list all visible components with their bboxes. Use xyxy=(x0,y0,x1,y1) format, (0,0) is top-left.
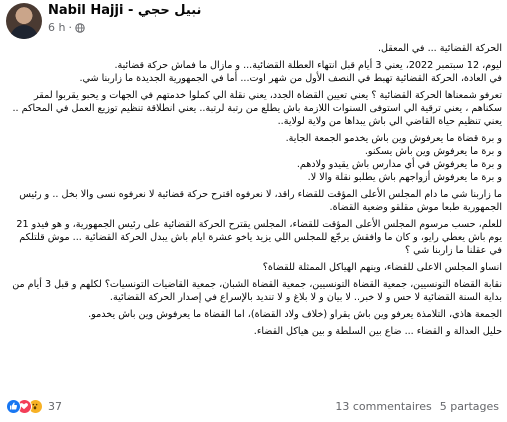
shares-count-link[interactable]: 5 partages xyxy=(439,400,499,413)
engagement-counts xyxy=(335,400,499,413)
post-paragraph: الجمعة هاذي، التلامذة يعرفو وين باش يقراو (خلاف ولاد القضاة)، اما القضاة ما يعرفوش وين باش يخدمو. xyxy=(88,309,502,320)
post-body xyxy=(6,42,502,342)
post-meta xyxy=(48,21,85,34)
post-time[interactable]: 6 h xyxy=(48,21,66,34)
author-name[interactable]: Nabil Hajji - نبيل حجي xyxy=(48,3,202,18)
globe-icon xyxy=(75,23,85,33)
post-paragraph: ما زاربنا شي ما دام المجلس الأعلى المؤقت للقضاء راقد، لا نعرفوه اقترح حركة قضائية لا نعرفوه نسى والا بخل .. و رئيس الجمهورية طبعا موش مقلقو وضعية القضاة. xyxy=(19,189,502,213)
post-paragraph: تعرفو شمعناها الحركة القضائية ؟ يعني تعيين القضاة الجدد، يعني نقلة الي كملوا خدمتهم في الجهات و يحبو يقربوا لمقر سكناهم ، يعني ترقية الي استوفى السنوات اللازمة باش يطلع من رتبة لرتبة.. يعني انطلاقة تنظيم توزيع العمل في المحاكم .. يعني تنظيم حياة القاضي الي باش يبداها من ولاية لولاية.. xyxy=(12,90,502,127)
post-paragraph: حليل العدالة و القضاء ... ضاع بين السلطة و بين هياكل القضاء. xyxy=(253,326,502,337)
post-paragraph: الحركة القضائية ... في المعقل. xyxy=(377,43,502,54)
post-header xyxy=(0,0,507,44)
reactions-summary[interactable] xyxy=(6,399,62,414)
reaction-count: 37 xyxy=(48,400,62,413)
post-paragraph: للعلم، حسب مرسوم المجلس الأعلى المؤقت للقضاء، المجلس يقترح الحركة القضائية على رئيس الجمهورية، و هو فيدو 21 يوم باش يعطي رايو، و كان ما وافقش يرجّع للمجلس اللي يزيد ياخو عشرة ايام باش يبدل الحركة القضائية ... موش قلتلكم في عقلنا ما زاربنا شي ؟ xyxy=(16,219,502,256)
post-paragraph: ليوم، 12 سبتمبر 2022، يعني 3 أيام قبل انتهاء العطلة القضائية... و مازال ما فماش حركة قضائية. في العادة، الحركة القضائية تهبط في النصف الأول من شهر اوت... أما في الجمهورية الجديدة ما زاربنا شي. xyxy=(79,60,502,84)
post-paragraph: و برة قضاة ما يعرفوش وين باش يخدمو الجمعة الجاية. و برة ما يعرفوش وين باش يسكنو. و برة ما يعرفوش في أي مدارس باش يقيدو ولادهم. و برة ما يعرفوش أزواجهم باش يطلبو نقلة والا لا. xyxy=(285,133,502,183)
avatar[interactable] xyxy=(6,3,42,39)
like-reaction-icon xyxy=(6,399,21,414)
meta-separator: · xyxy=(68,21,72,34)
post-paragraph: نقابة القضاة التونسيين، جمعية القضاة التونسيين، جمعية القضاة الشبان، جمعية القاضيات التونسيات؟ لكلهم و قبل 3 أيام من بداية السنة القضائية لا حس و لا خبر.. لا بيان و لا بلاغ و لا تنديد بالإسراع في إصدار الحركة القضائية. xyxy=(12,279,502,303)
post-paragraph: انساو المجلس الاعلى للقضاء، وينهم الهياكل الممثلة للقضاة؟ xyxy=(262,262,502,273)
comments-count-link[interactable]: 13 commentaires xyxy=(335,400,432,413)
post-footer xyxy=(0,396,507,418)
